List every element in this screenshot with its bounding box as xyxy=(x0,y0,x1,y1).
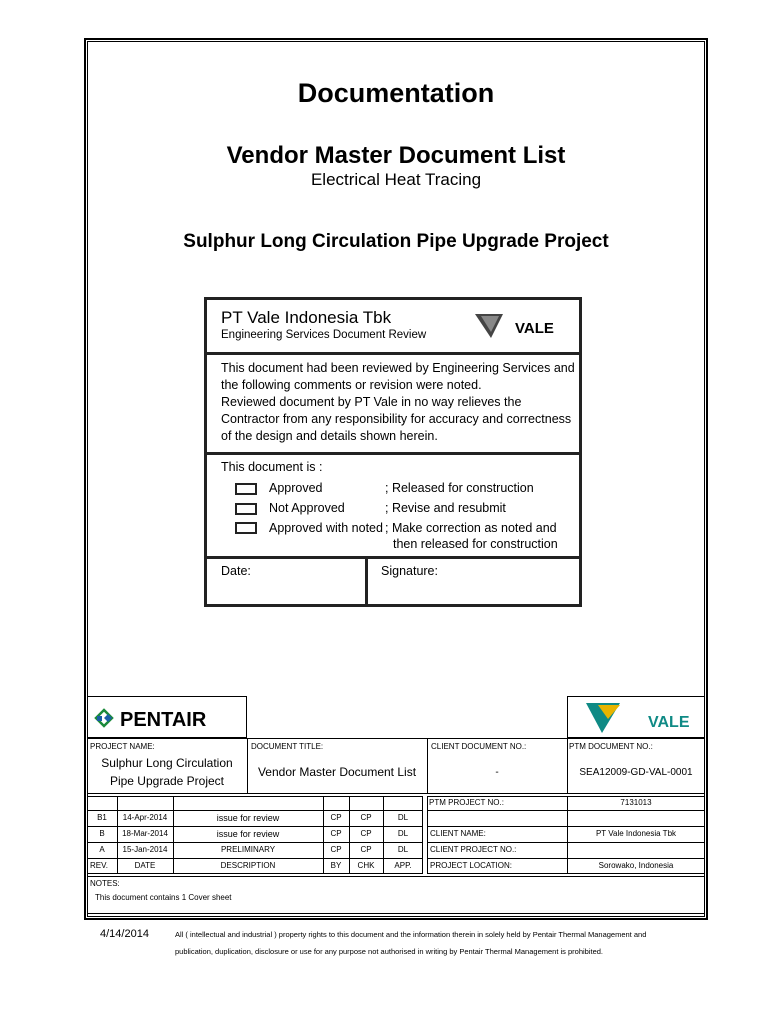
client-name-label: CLIENT NAME: xyxy=(430,829,486,838)
chk-header: CHK xyxy=(357,861,375,870)
rev-cell: B xyxy=(99,829,105,838)
option-meaning: ; Make correction as noted and xyxy=(385,521,557,535)
vale-logo-titleblock xyxy=(568,697,706,739)
project-location-label: PROJECT LOCATION: xyxy=(430,861,512,870)
vale-logo-box xyxy=(567,696,705,738)
signature-label: Signature: xyxy=(381,564,438,578)
stamp-line: This document had been reviewed by Engineering Services and xyxy=(221,361,575,375)
project-name-line1: Sulphur Long Circulation xyxy=(101,756,233,770)
footer-date: 4/14/2014 xyxy=(100,928,149,940)
by-header: BY xyxy=(330,861,342,870)
option-label: Approved with noted xyxy=(269,521,383,535)
pentair-logo-box xyxy=(87,696,247,738)
project-name-line2: Pipe Upgrade Project xyxy=(109,774,225,788)
footer-rights-line1: All ( intellectual and industrial ) property rights to this document and the information therein in solely held by Pentair Thermal Management and xyxy=(175,930,647,939)
document-title-label: DOCUMENT TITLE: xyxy=(251,742,324,751)
title-block xyxy=(87,692,705,914)
app-cell: DL xyxy=(397,813,409,822)
document-heading: Documentation xyxy=(297,78,495,108)
document-subtitle: Electrical Heat Tracing xyxy=(310,170,482,189)
project-location-value: Sorowako, Indonesia xyxy=(598,861,674,870)
client-name-value: PT Vale Indonesia Tbk xyxy=(595,829,677,838)
by-cell: CP xyxy=(330,829,342,838)
option-meaning: ; Revise and resubmit xyxy=(385,501,506,515)
stamp-department: Engineering Services Document Review xyxy=(221,329,427,341)
vale-logo-text: VALE xyxy=(648,714,690,731)
vale-logo-text: VALE xyxy=(515,320,554,337)
chk-cell: CP xyxy=(360,845,372,854)
stamp-line: the following comments or revision were noted. xyxy=(221,378,482,392)
ptm-project-no-value: 7131013 xyxy=(620,798,652,807)
ptm-project-no-label: PTM PROJECT NO.: xyxy=(429,798,504,807)
stamp-line: of the design and details shown herein. xyxy=(221,429,438,443)
chk-cell: CP xyxy=(360,813,372,822)
client-project-no-label: CLIENT PROJECT NO.: xyxy=(430,845,517,854)
stamp-company: PT Vale Indonesia Tbk xyxy=(221,308,392,327)
notes-label: NOTES: xyxy=(90,879,120,888)
date-cell: 15-Jan-2014 xyxy=(122,845,168,854)
rev-cell: A xyxy=(99,845,105,854)
client-doc-no-value: - xyxy=(495,767,499,778)
date-cell: 18-Mar-2014 xyxy=(122,829,168,838)
option-label: Not Approved xyxy=(269,501,345,515)
stamp-line: Contractor from any responsibility for accuracy and correctness xyxy=(221,412,572,426)
rev-cell: B1 xyxy=(97,813,107,822)
option-label: Approved xyxy=(269,481,323,495)
approved-with-noted-checkbox[interactable] xyxy=(235,522,257,534)
stamp-divider xyxy=(365,559,368,604)
date-label: Date: xyxy=(221,564,251,578)
rev-header: REV. xyxy=(90,861,108,870)
vale-logo xyxy=(473,308,565,342)
by-cell: CP xyxy=(330,813,342,822)
date-header: DATE xyxy=(134,861,156,870)
desc-cell: PRELIMINARY xyxy=(220,845,276,854)
project-name-label: PROJECT NAME: xyxy=(90,742,155,751)
pentair-logo xyxy=(88,697,248,739)
client-doc-no-label: CLIENT DOCUMENT NO.: xyxy=(431,742,527,751)
option-meaning: ; Released for construction xyxy=(385,481,534,495)
stamp-line: Reviewed document by PT Vale in no way relieves the xyxy=(221,395,522,409)
pentair-logo-text: PENTAIR xyxy=(120,709,207,731)
desc-cell: issue for review xyxy=(216,813,280,823)
by-cell: CP xyxy=(330,845,342,854)
stamp-signoff xyxy=(207,559,579,604)
option-meaning-continued: then released for construction xyxy=(393,537,558,551)
app-cell: DL xyxy=(397,829,409,838)
chk-cell: CP xyxy=(360,829,372,838)
ptm-doc-no-label: PTM DOCUMENT NO.: xyxy=(569,742,653,751)
review-stamp xyxy=(204,297,582,607)
status-label: This document is : xyxy=(221,460,323,474)
document-title-value: Vendor Master Document List xyxy=(257,765,417,779)
project-title: Sulphur Long Circulation Pipe Upgrade Project xyxy=(183,231,609,252)
description-header: DESCRIPTION xyxy=(220,861,276,870)
stamp-header xyxy=(207,300,579,355)
date-cell: 14-Apr-2014 xyxy=(122,813,168,822)
notes-box xyxy=(87,876,705,914)
ptm-doc-no-value: SEA12009-GD-VAL-0001 xyxy=(579,767,693,778)
app-cell: DL xyxy=(397,845,409,854)
notes-text: This document contains 1 Cover sheet xyxy=(95,893,232,902)
footer-rights-line2: publication, duplication, disclosure or use for any purpose not authorised in writing by Pentair Thermal Management is prohibited. xyxy=(175,947,604,956)
stamp-status xyxy=(207,455,579,559)
stamp-statement xyxy=(207,355,579,455)
not-approved-checkbox[interactable] xyxy=(235,503,257,515)
desc-cell: issue for review xyxy=(216,829,280,839)
document-title: Vendor Master Document List xyxy=(226,142,566,169)
app-header: APP. xyxy=(394,861,412,870)
approved-checkbox[interactable] xyxy=(235,483,257,495)
